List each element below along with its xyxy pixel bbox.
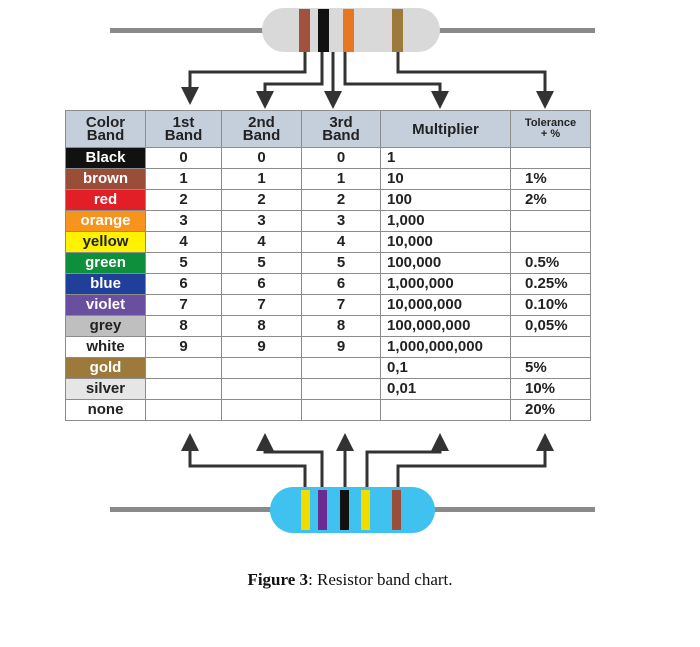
multiplier-value: 1,000,000 bbox=[381, 274, 511, 295]
band1-digit: 8 bbox=[146, 316, 222, 337]
table-row bbox=[66, 295, 591, 316]
band1-digit: 3 bbox=[146, 211, 222, 232]
band1-digit: 9 bbox=[146, 337, 222, 358]
table-row bbox=[66, 358, 591, 379]
band2-digit: 2 bbox=[222, 190, 302, 211]
band3-digit: 0 bbox=[302, 148, 381, 169]
color-name-cell: white bbox=[66, 337, 146, 358]
color-name-cell: brown bbox=[66, 169, 146, 190]
color-name-cell: violet bbox=[66, 295, 146, 316]
band3-digit: 1 bbox=[302, 169, 381, 190]
header-multiplier: Multiplier bbox=[381, 111, 511, 148]
top-resistor-lead-right bbox=[435, 28, 595, 33]
band1-digit: 1 bbox=[146, 169, 222, 190]
bottom-resistor-lead-right bbox=[430, 507, 595, 512]
tolerance-value: 1% bbox=[511, 169, 591, 190]
band2-digit: 8 bbox=[222, 316, 302, 337]
header-tolerance bbox=[511, 111, 591, 148]
top-resistor bbox=[110, 8, 595, 52]
tolerance-value bbox=[511, 337, 591, 358]
table-row bbox=[66, 316, 591, 337]
color-name-cell: silver bbox=[66, 379, 146, 400]
multiplier-value: 10 bbox=[381, 169, 511, 190]
color-name-cell: blue bbox=[66, 274, 146, 295]
band3-digit bbox=[302, 358, 381, 379]
header-color-band-line1: Color bbox=[85, 114, 126, 131]
band1-digit bbox=[146, 379, 222, 400]
caption-label: Figure 3 bbox=[247, 570, 309, 589]
header-color-band-line2: Band bbox=[86, 127, 125, 144]
multiplier-value: 10,000,000 bbox=[381, 295, 511, 316]
band1-digit bbox=[146, 400, 222, 421]
header-3rd-band-line2: Band bbox=[322, 127, 360, 144]
color-name-cell: orange bbox=[66, 211, 146, 232]
band2-digit: 1 bbox=[222, 169, 302, 190]
multiplier-value: 100 bbox=[381, 190, 511, 211]
table-row bbox=[66, 400, 591, 421]
bottom-resistor-band-1 bbox=[301, 490, 310, 530]
multiplier-value: 1,000 bbox=[381, 211, 511, 232]
header-tolerance-line2: + % bbox=[540, 128, 561, 140]
top-resistor-band-1 bbox=[299, 9, 310, 52]
bottom-connector-tolerance bbox=[398, 442, 545, 490]
connector-band1 bbox=[190, 52, 305, 96]
color-name-cell: none bbox=[66, 400, 146, 421]
header-tolerance-line1: Tolerance bbox=[524, 117, 577, 129]
table-row bbox=[66, 190, 591, 211]
top-connectors bbox=[190, 52, 545, 100]
tolerance-value: 0.10% bbox=[511, 295, 591, 316]
header-3rd-band bbox=[302, 111, 381, 148]
table-header-row bbox=[66, 111, 591, 148]
band1-digit: 0 bbox=[146, 148, 222, 169]
tolerance-value: 0.5% bbox=[511, 253, 591, 274]
header-color-band bbox=[66, 111, 146, 148]
tolerance-value: 20% bbox=[511, 400, 591, 421]
band1-digit: 5 bbox=[146, 253, 222, 274]
multiplier-value: 100,000 bbox=[381, 253, 511, 274]
band2-digit bbox=[222, 400, 302, 421]
multiplier-value: 1,000,000,000 bbox=[381, 337, 511, 358]
tolerance-value bbox=[511, 148, 591, 169]
tolerance-value bbox=[511, 211, 591, 232]
multiplier-value: 10,000 bbox=[381, 232, 511, 253]
band1-digit bbox=[146, 358, 222, 379]
band1-digit: 6 bbox=[146, 274, 222, 295]
band3-digit: 4 bbox=[302, 232, 381, 253]
band2-digit: 7 bbox=[222, 295, 302, 316]
band2-digit: 0 bbox=[222, 148, 302, 169]
header-1st-band-line2: Band bbox=[164, 127, 203, 144]
header-2nd-band-line1: 2nd bbox=[248, 114, 275, 131]
tolerance-value: 2% bbox=[511, 190, 591, 211]
color-name-cell: grey bbox=[66, 316, 146, 337]
band1-digit: 4 bbox=[146, 232, 222, 253]
top-resistor-band-4 bbox=[392, 9, 403, 52]
tolerance-value: 10% bbox=[511, 379, 591, 400]
color-name-cell: gold bbox=[66, 358, 146, 379]
band3-digit: 3 bbox=[302, 211, 381, 232]
band3-digit bbox=[302, 400, 381, 421]
multiplier-value bbox=[381, 400, 511, 421]
band2-digit: 6 bbox=[222, 274, 302, 295]
bottom-resistor-lead-left bbox=[110, 507, 275, 512]
multiplier-value: 0,1 bbox=[381, 358, 511, 379]
color-name-cell: red bbox=[66, 190, 146, 211]
bottom-resistor-band-4 bbox=[361, 490, 370, 530]
table-row bbox=[66, 232, 591, 253]
header-2nd-band-line2: Band bbox=[242, 127, 281, 144]
band2-digit: 9 bbox=[222, 337, 302, 358]
table-row bbox=[66, 379, 591, 400]
caption-text: : Resistor band chart. bbox=[308, 570, 453, 589]
tolerance-value: 5% bbox=[511, 358, 591, 379]
connector-tolerance bbox=[398, 52, 545, 100]
multiplier-value: 1 bbox=[381, 148, 511, 169]
tolerance-value: 0.25% bbox=[511, 274, 591, 295]
table-row bbox=[66, 169, 591, 190]
top-resistor-lead-left bbox=[110, 28, 270, 33]
table-row bbox=[66, 337, 591, 358]
bottom-resistor bbox=[110, 487, 595, 533]
resistor-band-table bbox=[65, 110, 591, 421]
band3-digit: 7 bbox=[302, 295, 381, 316]
table-row bbox=[66, 274, 591, 295]
table-row bbox=[66, 253, 591, 274]
bottom-resistor-band-5 bbox=[392, 490, 401, 530]
top-resistor-band-2 bbox=[318, 9, 329, 52]
multiplier-value: 0,01 bbox=[381, 379, 511, 400]
tolerance-value: 0,05% bbox=[511, 316, 591, 337]
figure-caption bbox=[0, 570, 700, 590]
connector-band2 bbox=[265, 52, 322, 100]
table-row bbox=[66, 148, 591, 169]
top-resistor-band-3 bbox=[343, 9, 354, 52]
tolerance-value bbox=[511, 232, 591, 253]
band2-digit bbox=[222, 379, 302, 400]
table-row bbox=[66, 211, 591, 232]
band3-digit bbox=[302, 379, 381, 400]
color-name-cell: green bbox=[66, 253, 146, 274]
multiplier-value: 100,000,000 bbox=[381, 316, 511, 337]
bottom-resistor-band-3 bbox=[340, 490, 349, 530]
band2-digit: 4 bbox=[222, 232, 302, 253]
header-1st-band-line1: 1st bbox=[172, 114, 195, 131]
band3-digit: 5 bbox=[302, 253, 381, 274]
bottom-resistor-band-2 bbox=[318, 490, 327, 530]
band1-digit: 7 bbox=[146, 295, 222, 316]
header-3rd-band-line1: 3rd bbox=[329, 114, 353, 131]
band3-digit: 9 bbox=[302, 337, 381, 358]
band2-digit: 3 bbox=[222, 211, 302, 232]
band2-digit bbox=[222, 358, 302, 379]
connector-multiplier bbox=[345, 52, 440, 100]
band3-digit: 6 bbox=[302, 274, 381, 295]
header-2nd-band bbox=[222, 111, 302, 148]
bottom-resistor-body bbox=[270, 487, 435, 533]
band3-digit: 2 bbox=[302, 190, 381, 211]
band1-digit: 2 bbox=[146, 190, 222, 211]
bottom-connectors bbox=[190, 442, 545, 490]
color-name-cell: Black bbox=[66, 148, 146, 169]
color-name-cell: yellow bbox=[66, 232, 146, 253]
band2-digit: 5 bbox=[222, 253, 302, 274]
header-1st-band bbox=[146, 111, 222, 148]
band3-digit: 8 bbox=[302, 316, 381, 337]
bottom-connector-band1 bbox=[190, 442, 305, 490]
